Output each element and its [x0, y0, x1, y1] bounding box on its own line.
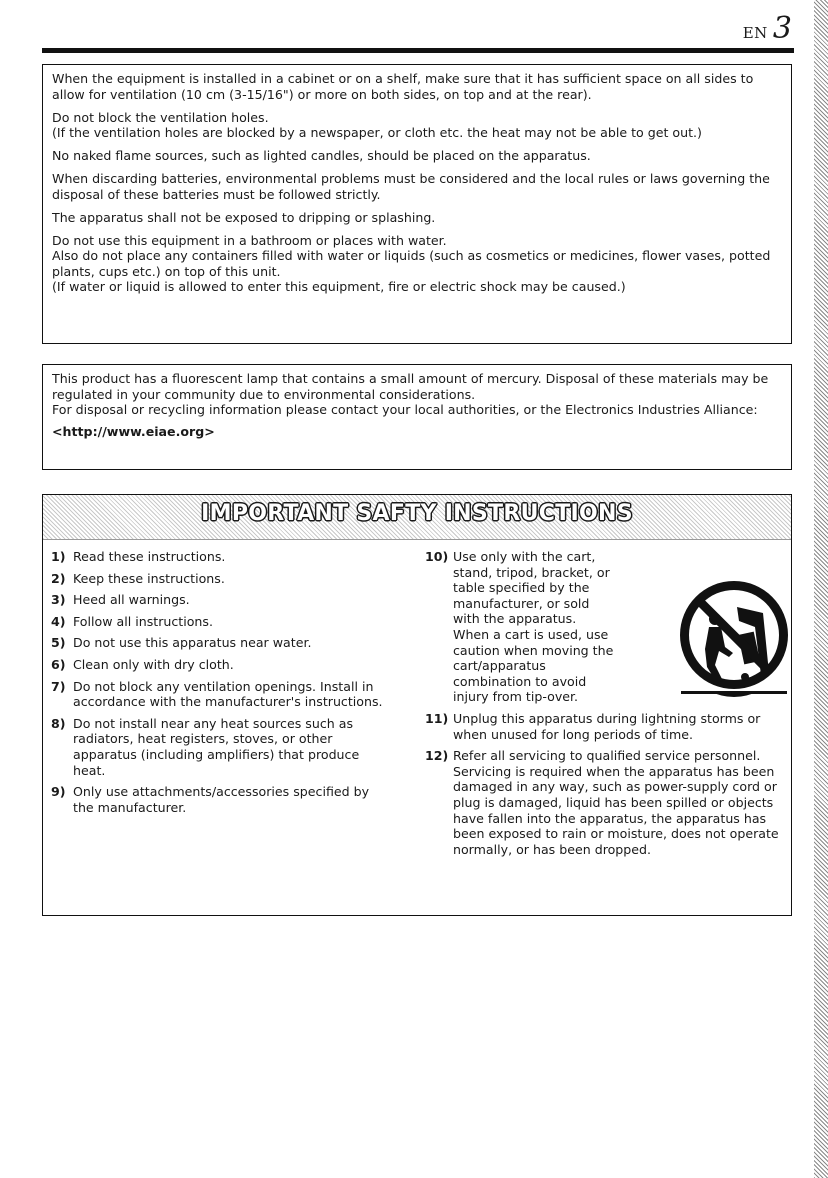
item-text: Unplug this apparatus during lightning storms or when unused for long periods of time. — [453, 710, 761, 742]
item-text: Clean only with dry cloth. — [73, 656, 234, 672]
safety-item — [51, 614, 391, 630]
cart-tip-over-warning-icon — [669, 577, 799, 707]
item-number: 8) — [51, 715, 66, 731]
precautions-box — [42, 64, 792, 344]
safety-left-column — [51, 549, 391, 821]
safety-item — [51, 679, 391, 710]
item-number: 2) — [51, 570, 66, 586]
safety-item — [51, 571, 391, 587]
item-text: Do not block any ventilation openings. Install in accordance with the manufacturer's instructions. — [73, 678, 383, 710]
item-text: Follow all instructions. — [73, 613, 213, 629]
precaution-water: Do not use this equipment in a bathroom or places with water. Also do not place any containers filled with water or liquids (such as cosmetics or medicines, flower vases, potted plants, cups etc.) on top of this unit. (If water or liquid is allowed to enter this equipment, fire or electric shock may be caused.) — [52, 232, 771, 294]
safety-item — [51, 549, 391, 565]
safety-title: IMPORTANT SAFTY INSTRUCTIONS — [201, 501, 633, 526]
item-number: 4) — [51, 613, 66, 629]
mercury-notice-text: This product has a fluorescent lamp that contains a small amount of mercury. Disposal of these materials may be regulated in your community due to environmental considerations. For disposal or recycling information please contact your local authorities, or the Electronics Industries Alliance: — [52, 371, 769, 417]
safety-right-column — [425, 549, 787, 863]
precaution-dripping: The apparatus shall not be exposed to dripping or splashing. — [52, 209, 436, 225]
safety-instructions-box — [42, 494, 792, 916]
page-header — [42, 12, 794, 53]
item-number: 9) — [51, 784, 66, 800]
scan-edge-stripe — [814, 0, 828, 1178]
safety-item — [51, 592, 391, 608]
item-text: Read these instructions. — [73, 549, 226, 564]
item-text: Do not use this apparatus near water. — [73, 635, 312, 651]
precaution-ventilation-holes: Do not block the ventilation holes. (If the ventilation holes are blocked by a newspaper, or cloth etc. the heat may not be able to get out.) — [52, 109, 702, 140]
item-number: 6) — [51, 656, 66, 672]
page-number: 3 — [772, 11, 792, 46]
page-label — [742, 11, 792, 46]
item-number: 5) — [51, 635, 66, 651]
safety-item — [51, 657, 391, 673]
item-number: 3) — [51, 592, 66, 608]
safety-item — [425, 549, 615, 705]
safety-item — [51, 635, 391, 651]
safety-item — [51, 716, 391, 778]
item-text: Heed all warnings. — [73, 592, 190, 608]
precaution-ventilation-space: When the equipment is installed in a cabinet or on a shelf, make sure that it has sufficient space on all sides to allow for ventilation (10 cm (3-15/16") or more on both sides, on top and at the rear). — [52, 71, 754, 102]
item-number: 10) — [425, 549, 449, 564]
language-label: EN — [742, 24, 768, 42]
precaution-flame: No naked flame sources, such as lighted candles, should be placed on the apparatus. — [52, 148, 591, 163]
item-number: 12) — [425, 748, 449, 764]
item-text: Do not install near any heat sources such as radiators, heat registers, stoves, or other apparatus (including amplifiers) that produce heat. — [73, 715, 360, 778]
item-number: 7) — [51, 678, 66, 694]
item-number: 1) — [51, 549, 66, 564]
mercury-notice-box — [42, 364, 792, 470]
safety-item — [425, 711, 787, 742]
item-text: Only use attachments/accessories specified by the manufacturer. — [73, 784, 370, 815]
item-text: Refer all servicing to qualified service personnel. Servicing is required when the apparatus has been damaged in any way, such as power-supply cord or plug is damaged, liquid has been spilled or objects have fallen into the apparatus, the apparatus has been exposed to rain or moisture, does not operate normally, or has been dropped. — [453, 748, 779, 857]
safety-item — [425, 748, 787, 857]
eia-url: <http://www.eiae.org> — [52, 423, 215, 439]
item-number: 11) — [425, 710, 449, 726]
safety-title-banner — [43, 495, 791, 540]
safety-item — [51, 784, 391, 815]
precaution-batteries: When discarding batteries, environmental problems must be considered and the local rules or laws governing the disposal of these batteries must be followed strictly. — [52, 171, 770, 202]
item-text: Use only with the cart, stand, tripod, bracket, or table specified by the manufacturer, or sold with the apparatus. When a cart is used, use caution when moving the cart/apparatus combination to avoid injury from tip-over. — [453, 549, 614, 705]
item-text: Keep these instructions. — [73, 570, 225, 586]
